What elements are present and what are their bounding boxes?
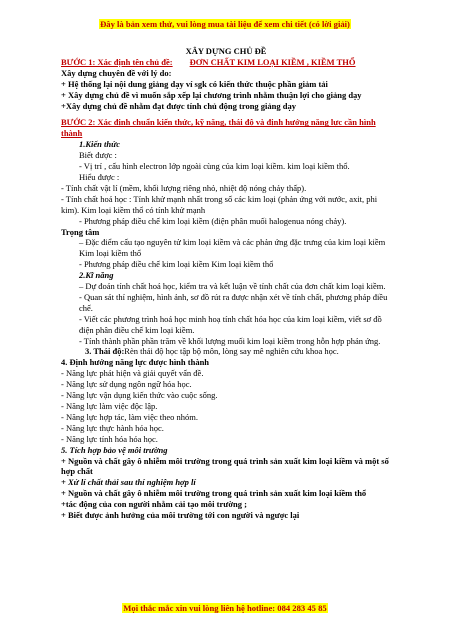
attitude-line xyxy=(61,346,391,357)
step2-heading: BƯỚC 2: Xác định chuẩn kiến thức, kỹ năng, thái độ và định hướng năng lực cần hình thành xyxy=(61,117,376,139)
attitude-heading: 3. Thái độ: xyxy=(85,346,125,357)
competency-item: - Năng lực sử dụng ngôn ngữ hóa học. xyxy=(61,379,192,390)
reason-item: + Hệ thống lại nội dung giảng dạy ví sgk có kiến thức thuộc phần giảm tải xyxy=(61,78,328,89)
knowledge-know-item: - Vị trí , cấu hình electron lớp ngoài cùng của kim loại kiềm. kim loại kiềm thổ. xyxy=(79,161,350,172)
focus-item: – Đặc điểm cấu tạo nguyên tử kim loại kiềm và các phản ứng đặc trưng của kim loại kiềm Kim loại kiềm thổ xyxy=(79,237,386,259)
preview-banner xyxy=(0,19,450,29)
reason-heading: Xây dựng chuyên đề với lý do: xyxy=(61,67,172,78)
knowledge-understand-item: - Tính chất hoá học : Tính khử mạnh nhất trong số các kim loại (phản ứng với nước, axit, phi kim). Kim loại kiềm thổ có tính khử mạnh xyxy=(61,193,378,215)
knowledge-understand-item: - Tính chất vật lí (mềm, khối lượng riêng nhỏ, nhiệt độ nóng chảy thấp). xyxy=(61,182,307,193)
skills-item: – Dự đoán tính chất hoá học, kiểm tra và kết luận về tính chất của đơn chất kim loại kiềm. xyxy=(79,281,386,292)
step1-prefix: BƯỚC 1: Xác định tên chủ đề: xyxy=(61,56,173,67)
environment-item: + Nguồn và chất gây ô nhiễm môi trường trong quá trình sản xuất kim loại kiềm và một số hợp chất xyxy=(61,455,389,477)
knowledge-understand-label: Hiểu được : xyxy=(79,171,120,182)
skills-heading: 2.Kĩ năng xyxy=(79,270,114,281)
skills-item: - Viết các phương trình hoá học minh hoạ tính chất hóa học của kim loại kiềm, viết sơ đồ điện phân điều chế kim loại kiềm. xyxy=(79,313,382,335)
knowledge-heading: 1.Kiến thức xyxy=(79,139,120,150)
focus-item: - Phương pháp điều chế kim loại kiềm Kim loại kiềm thổ xyxy=(79,259,274,270)
document-body xyxy=(61,46,391,521)
competency-item: - Năng lực vận dụng kiến thức vào cuộc sống. xyxy=(61,390,218,401)
environment-item: + Biết được ảnh hưởng của môi trường tới con người và ngược lại xyxy=(61,510,300,521)
environment-item: + Xử lí chất thải sau thí nghiệm hợp lí xyxy=(61,477,196,488)
environment-heading: 5. Tích hợp bảo vệ môi trường xyxy=(61,444,168,455)
hotline-banner xyxy=(0,603,450,613)
document-title: XÂY DỰNG CHỦ ĐỀ xyxy=(185,46,267,56)
competency-item: - Năng lực phát hiện và giải quyết vấn đề. xyxy=(61,368,204,379)
step1-heading xyxy=(61,57,391,68)
focus-heading: Trọng tâm xyxy=(61,226,100,237)
step1-topic: ĐƠN CHẤT KIM LOẠI KIỀM , KIỀM THỔ xyxy=(189,56,356,67)
skills-item: - Tính thành phần phần trăm về khối lượng muối kim loại kiềm trong hỗn hợp phản ứng. xyxy=(79,335,381,346)
reason-item: + Xây dựng chủ đề vì muốn sắp xếp lại chương trình nhằm thuận lợi cho giảng dạy xyxy=(61,89,362,100)
environment-item: +tác động của con người nhằm cải tạo môi trường ; xyxy=(61,499,247,510)
hotline-banner-text: Mọi thắc mắc xin vui lòng liên hệ hotline: 084 283 45 85 xyxy=(123,603,327,613)
reason-item: +Xây dựng chủ đề nhằm đạt được tính chủ động trong giảng dạy xyxy=(61,100,296,111)
competency-item: - Năng lực làm việc độc lập. xyxy=(61,401,158,411)
competency-item: - Năng lực tính hóa hóa học. xyxy=(61,433,158,444)
knowledge-understand-item: - Phương pháp điều chế kim loại kiềm (điện phân muối halogenua nóng chảy). xyxy=(79,215,347,226)
competency-item: - Năng lực hợp tác, làm việc theo nhóm. xyxy=(61,411,199,422)
skills-item: - Quan sát thí nghiệm, hình ảnh, sơ đồ rút ra được nhận xét về tính chất, phương pháp điều chế. xyxy=(79,291,388,313)
environment-item: + Nguồn và chất gây ô nhiễm môi trường trong quá trình sản xuất kim loại kiềm thổ xyxy=(61,488,367,499)
attitude-text: Rèn thái độ học tập bộ môn, lòng say mê nghiên cứu khoa học. xyxy=(124,346,339,357)
knowledge-know-label: Biết được : xyxy=(79,150,117,161)
preview-banner-text: Đây là bản xem thử, vui lòng mua tài liệu để xem chi tiết (có lời giải) xyxy=(100,19,350,29)
competency-heading: 4. Định hướng năng lực được hình thành xyxy=(61,357,210,368)
competency-item: - Năng lực thực hành hóa học. xyxy=(61,422,164,433)
